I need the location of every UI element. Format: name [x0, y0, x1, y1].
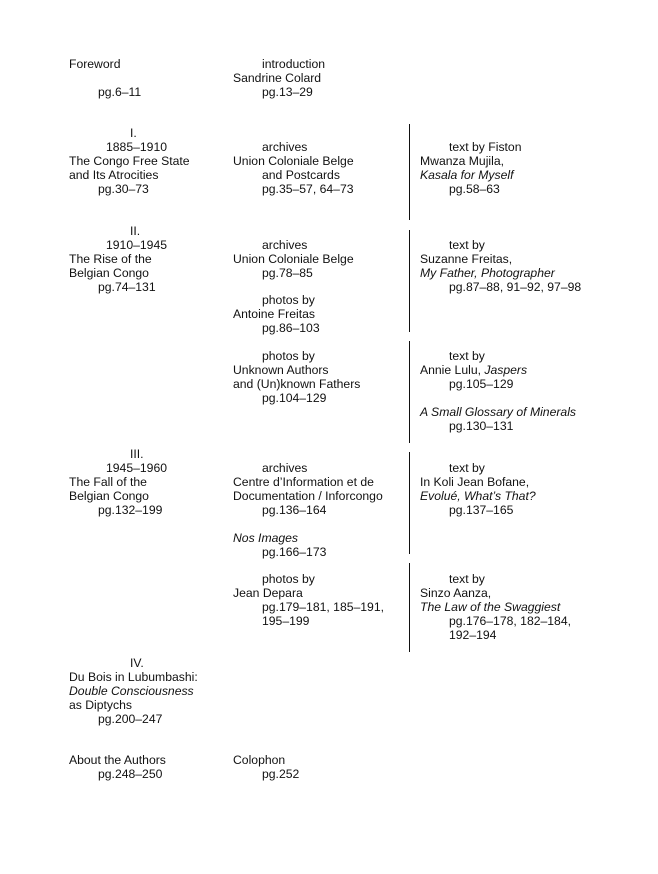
part3-text1-title: Evolué, What’s That? — [420, 489, 536, 503]
part1-title-line2: and Its Atrocities — [69, 168, 159, 182]
part3-text1-label: text by — [449, 461, 485, 475]
part3-text2-author: Sinzo Aanza, — [420, 586, 492, 600]
part3-text2-title: The Law of the Swaggiest — [420, 600, 561, 614]
divider-line — [409, 563, 410, 652]
introduction-label: introduction — [262, 57, 326, 71]
part1-pages: pg.30–73 — [98, 182, 149, 196]
part2-text2-label: text by — [449, 349, 485, 363]
part1-text-label: text by Fiston — [449, 140, 522, 154]
part2-archives-label: archives — [262, 238, 308, 252]
part2-photos1-author: Antoine Freitas — [233, 307, 315, 321]
part2-photos2-author1: Unknown Authors — [233, 363, 329, 377]
part4-pages: pg.200–247 — [98, 712, 163, 726]
introduction-pages: pg.13–29 — [262, 85, 313, 99]
part2-photos2-author2: and (Un)known Fathers — [233, 377, 361, 391]
about-title: About the Authors — [69, 753, 166, 767]
part2-photos1-pages: pg.86–103 — [262, 321, 320, 335]
part2-title-line1: The Rise of the — [69, 252, 152, 266]
colophon-title: Colophon — [233, 753, 286, 767]
part1-archives-label: archives — [262, 140, 308, 154]
part4-title-line2: Double Consciousness — [69, 684, 194, 698]
part3-heading — [69, 447, 167, 517]
part4-title-line1: Du Bois in Lubumbashi: — [69, 670, 198, 684]
part2-photos1-label: photos by — [262, 293, 315, 307]
part3-text2-label: text by — [449, 572, 485, 586]
part3-photos-pages2: 195–199 — [262, 614, 310, 628]
part2-photos2 — [233, 349, 360, 405]
part3-text2-pages1: pg.176–178, 182–184, — [449, 614, 571, 628]
nos-images-title: Nos Images — [233, 531, 299, 545]
colophon-entry — [233, 753, 299, 781]
introduction-entry — [233, 57, 325, 99]
part2-text1-title: My Father, Photographer — [420, 266, 555, 280]
part2-text1 — [420, 238, 581, 294]
part3-archives-pages: pg.136–164 — [262, 503, 327, 517]
part1-archives — [233, 140, 354, 196]
divider-line — [409, 230, 410, 332]
nos-images-pages: pg.166–173 — [262, 545, 327, 559]
part4-title-line3: as Diptychs — [69, 698, 132, 712]
part2-numeral: II. — [130, 224, 141, 238]
divider-line — [409, 341, 410, 443]
part3-text1-author: In Koli Jean Bofane, — [420, 475, 530, 489]
part3-archives — [233, 461, 383, 559]
part1-text-pages: pg.58–63 — [449, 182, 500, 196]
part2-text2-author: Annie Lulu, — [420, 363, 485, 377]
part3-archives-source2: Documentation / Inforcongo — [233, 489, 383, 503]
part2-heading — [69, 224, 167, 294]
divider-line — [409, 452, 410, 554]
part3-archives-label: archives — [262, 461, 308, 475]
part2-glossary-title: A Small Glossary of Minerals — [420, 405, 576, 419]
foreword-entry — [69, 57, 141, 99]
part3-title-line2: Belgian Congo — [69, 489, 149, 503]
about-pages: pg.248–250 — [98, 767, 163, 781]
part1-years: 1885–1910 — [106, 140, 168, 154]
part2-archives — [233, 238, 354, 280]
part3-title-line1: The Fall of the — [69, 475, 147, 489]
part3-text1-pages: pg.137–165 — [449, 503, 514, 517]
foreword-title: Foreword — [69, 57, 121, 71]
part1-archives-pages: pg.35–57, 64–73 — [262, 182, 354, 196]
part2-archives-source: Union Coloniale Belge — [233, 252, 354, 266]
part3-archives-source1: Centre d’Information et de — [233, 475, 374, 489]
part1-archives-source: Union Coloniale Belge — [233, 154, 354, 168]
part1-title-line1: The Congo Free State — [69, 154, 190, 168]
part2-pages: pg.74–131 — [98, 280, 156, 294]
part2-years: 1910–1945 — [106, 238, 168, 252]
about-entry — [69, 753, 166, 781]
part2-text2 — [420, 349, 576, 433]
part2-text2-pages: pg.105–129 — [449, 377, 514, 391]
part2-photos2-label: photos by — [262, 349, 315, 363]
part2-text1-author: Suzanne Freitas, — [420, 252, 513, 266]
part1-heading — [69, 126, 190, 196]
part2-photos1 — [233, 293, 320, 335]
part1-text-title: Kasala for Myself — [420, 168, 514, 182]
part1-numeral: I. — [130, 126, 137, 140]
part3-text2 — [420, 572, 571, 642]
part3-photos-label: photos by — [262, 572, 315, 586]
part2-title-line2: Belgian Congo — [69, 266, 149, 280]
part3-text1 — [420, 461, 536, 517]
part2-text1-pages: pg.87–88, 91–92, 97–98 — [449, 280, 582, 294]
part3-photos — [233, 572, 384, 628]
part2-glossary-pages: pg.130–131 — [449, 419, 514, 433]
part3-numeral: III. — [130, 447, 144, 461]
part1-text — [420, 140, 521, 196]
foreword-pages: pg.6–11 — [98, 85, 142, 99]
part3-photos-pages1: pg.179–181, 185–191, — [262, 600, 384, 614]
part3-text2-pages2: 192–194 — [449, 628, 497, 642]
part2-archives-pages: pg.78–85 — [262, 266, 313, 280]
part3-pages: pg.132–199 — [98, 503, 163, 517]
part3-photos-author: Jean Depara — [233, 586, 303, 600]
part4-heading — [69, 656, 198, 726]
part2-photos2-pages: pg.104–129 — [262, 391, 327, 405]
part2-text1-label: text by — [449, 238, 485, 252]
part1-text-author: Mwanza Mujila, — [420, 154, 504, 168]
introduction-author: Sandrine Colard — [233, 71, 322, 85]
colophon-pages: pg.252 — [262, 767, 300, 781]
part3-years: 1945–1960 — [106, 461, 168, 475]
part2-text2-title: Jaspers — [484, 363, 528, 377]
part4-numeral: IV. — [130, 656, 144, 670]
divider-line — [409, 124, 410, 220]
part1-archives-source2: and Postcards — [262, 168, 340, 182]
